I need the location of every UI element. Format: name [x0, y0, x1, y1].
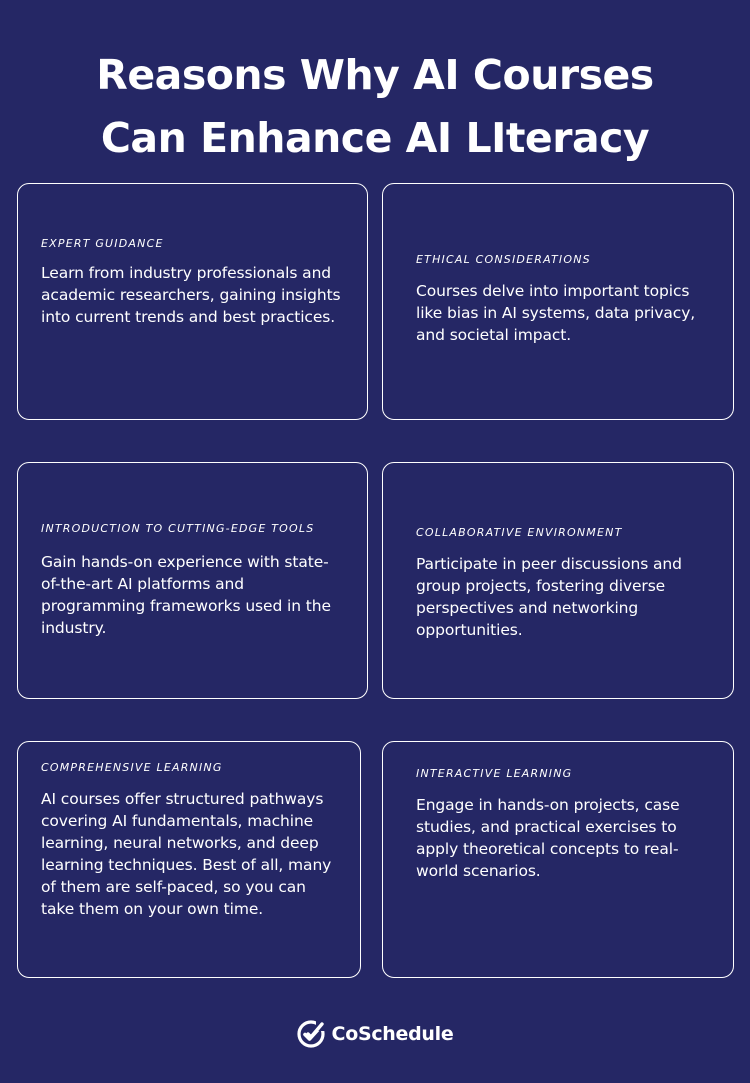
brand-name: CoSchedule: [331, 1023, 454, 1045]
card-body: Gain hands-on experience with state-of-the-art AI platforms and programming frameworks used in the industry.: [41, 553, 331, 637]
title-line-1: Reasons Why AI Courses: [96, 51, 654, 99]
card-comprehensive-learning: [17, 741, 361, 978]
card-interactive-learning: [382, 741, 734, 978]
card-body: Participate in peer discussions and group projects, fostering diverse perspectives and networking opportunities.: [416, 555, 682, 639]
card-label: EXPERT GUIDANCE: [41, 237, 164, 250]
card-cutting-edge-tools: [17, 462, 368, 699]
card-body: Courses delve into important topics like bias in AI systems, data privacy, and societal impact.: [416, 282, 696, 344]
card-label: INTERACTIVE LEARNING: [416, 767, 573, 780]
card-label: ETHICAL CONSIDERATIONS: [416, 253, 591, 266]
card-collaborative-environment: [382, 462, 734, 699]
card-expert-guidance: [17, 183, 368, 420]
card-label: COMPREHENSIVE LEARNING: [41, 761, 223, 774]
card-body: AI courses offer structured pathways covering AI fundamentals, machine learning, neural networks, and deep learning techniques. Best of all, many of them are self-paced, so you can take them on your own time.: [41, 790, 332, 918]
card-label: INTRODUCTION TO CUTTING-EDGE TOOLS: [41, 522, 315, 535]
coschedule-check-icon: [297, 1020, 325, 1048]
brand-logo: [0, 1020, 750, 1048]
card-body: Engage in hands-on projects, case studies, and practical exercises to apply theoretical concepts to real-world scenarios.: [416, 796, 680, 880]
card-label: COLLABORATIVE ENVIRONMENT: [416, 526, 623, 539]
card-body: Learn from industry professionals and academic researchers, gaining insights into current trends and best practices.: [41, 264, 341, 326]
title-line-2: Can Enhance AI LIteracy: [100, 114, 650, 162]
page-title: [0, 44, 750, 170]
card-ethical-considerations: [382, 183, 734, 420]
